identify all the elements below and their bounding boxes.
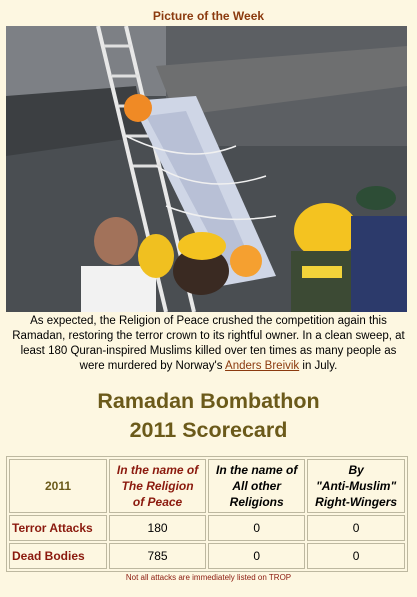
caption-text: As expected, the Religion of Peace crushed the competition again this Ramadan, restoring the terror crown to its rightful owner. In a clean sweep, at least 180 Quran-inspired Muslims killed over ten times as many people as were murdered by Norway's <box>12 315 405 372</box>
scorecard-table <box>6 456 408 572</box>
cell-value: 0 <box>208 515 305 541</box>
rescue-scene-image <box>6 26 407 312</box>
cell-value: 785 <box>109 543 206 569</box>
header-religion-of-peace-l1: In the name of <box>116 463 199 477</box>
header-other-religions-l3: Religions <box>229 495 284 509</box>
headline-line-1: Ramadan Bombathon <box>97 389 320 413</box>
caption-text-end: in July. <box>299 360 338 372</box>
headline-line-2: 2011 Scorecard <box>129 418 288 442</box>
header-right-wingers-l2: "Anti-Muslim" <box>316 479 397 493</box>
cell-value: 0 <box>208 543 305 569</box>
header-religion-of-peace <box>109 459 206 513</box>
header-right-wingers <box>307 459 405 513</box>
page-title: Picture of the Week <box>152 9 265 23</box>
scorecard-header-row <box>9 459 405 513</box>
photo-caption <box>10 314 407 374</box>
header-other-religions <box>208 459 305 513</box>
row-label-dead-bodies: Dead Bodies <box>9 543 107 569</box>
row-label-terror-attacks: Terror Attacks <box>9 515 107 541</box>
header-religion-of-peace-l3: of Peace <box>132 495 183 509</box>
news-photo <box>6 26 407 312</box>
scorecard-year: 2011 <box>9 459 107 513</box>
header-other-religions-l1: In the name of <box>216 463 298 477</box>
footnote: Not all attacks are immediately listed on TROP <box>125 573 292 582</box>
header-right-wingers-l3: Right-Wingers <box>315 495 398 509</box>
table-row <box>9 515 405 541</box>
header-right-wingers-l1: By <box>348 463 364 477</box>
anders-breivik-link[interactable]: Anders Breivik <box>225 360 300 372</box>
cell-value: 0 <box>307 543 405 569</box>
cell-value: 0 <box>307 515 405 541</box>
cell-value: 180 <box>109 515 206 541</box>
header-religion-of-peace-l2: The Religion <box>121 479 194 493</box>
table-row <box>9 543 405 569</box>
header-other-religions-l2: All other <box>232 479 282 493</box>
